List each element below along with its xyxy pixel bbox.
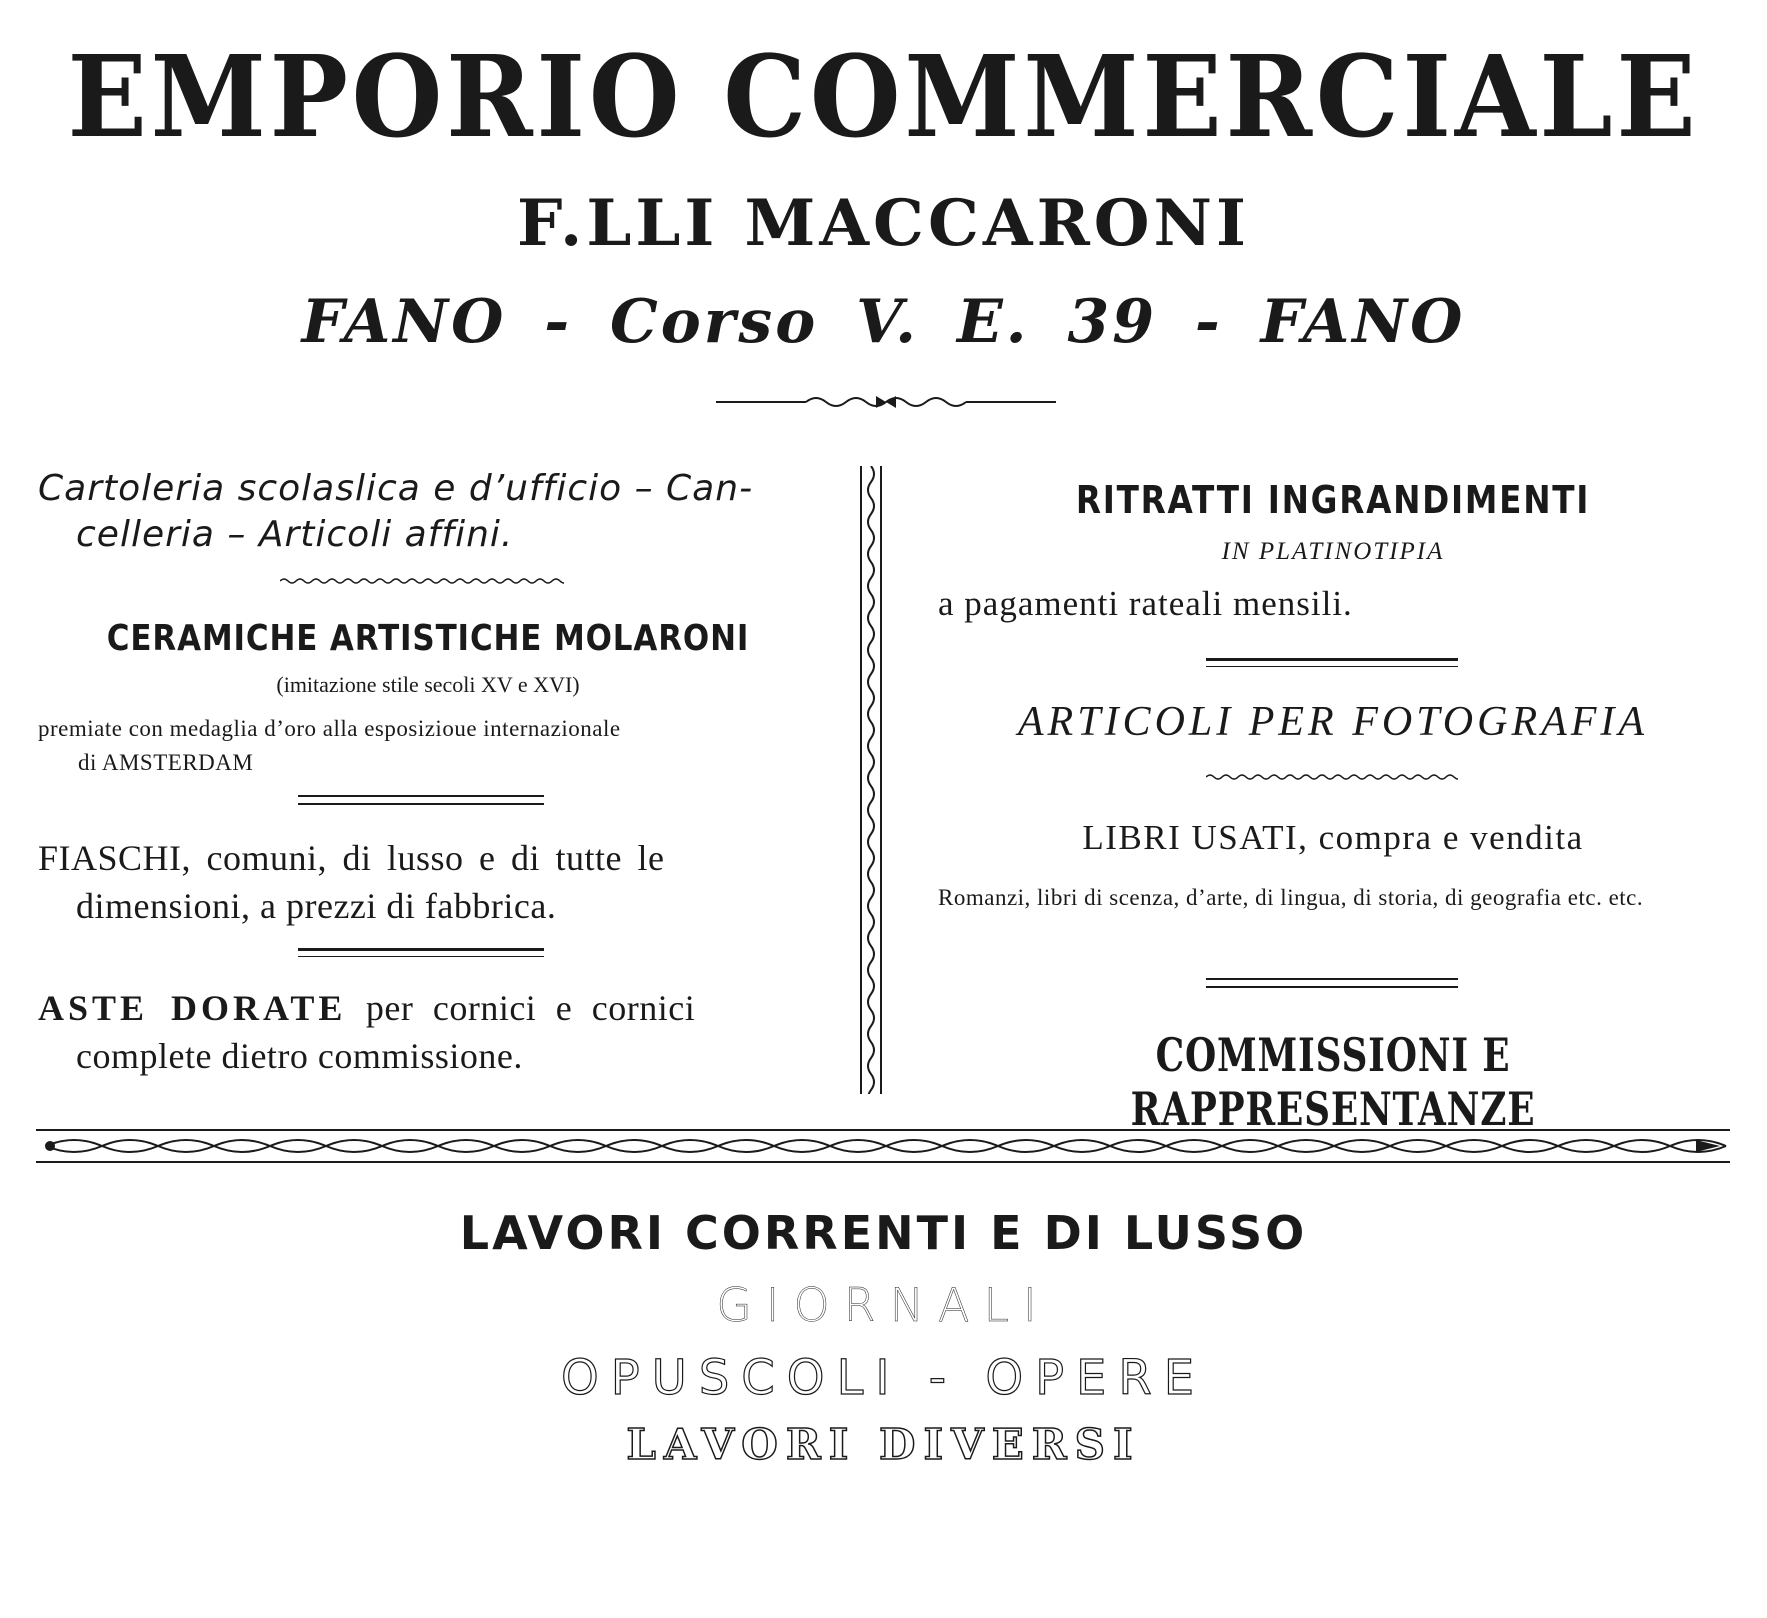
rule-divider (1206, 658, 1458, 667)
rods-line-2: complete dietro commissione. (76, 1036, 523, 1076)
rods-line-1 (38, 984, 818, 1032)
used-books: LIBRI USATI, compra e vendita (1082, 818, 1584, 857)
company-name: F.LLI MACCARONI (517, 186, 1250, 261)
rule-divider (298, 948, 544, 957)
wave-divider (280, 576, 564, 586)
award-line-1: premiate con medaglia d’oro alla esposizioue internazionale (38, 716, 621, 741)
decorative-band (36, 1128, 1730, 1164)
ceramics-note: (imitazione stile secoli XV e XVI) (276, 672, 580, 697)
rule-divider (298, 795, 544, 805)
rods-bold: ASTE DORATE (38, 988, 347, 1028)
flasks-line-1: FIASCHI, comuni, di lusso e di tutte le (38, 838, 665, 878)
portraits-payment: a pagamenti rateali mensili. (938, 584, 1353, 623)
commissions: COMMISSIONI E RAPPRESENTANZE (1130, 1028, 1536, 1136)
portraits-title: RITRATTI INGRANDIMENTI (1075, 478, 1591, 522)
award-text (38, 712, 818, 780)
ceramics-title: CERAMICHE ARTISTICHE MOLARONI (106, 618, 750, 659)
page-title: EMPORIO COMMERCIALE (67, 32, 1700, 163)
stationery-line-2: celleria – Articoli affini. (76, 514, 514, 555)
rods-line-1-rest: per cornici e cornici (346, 988, 696, 1028)
header-ornament (716, 392, 1056, 412)
stationery-text (38, 466, 818, 558)
bottom-line-4: LAVORI DIVERSI (626, 1420, 1141, 1469)
award-line-2: di AMSTERDAM (78, 750, 254, 775)
books-detail: Romanzi, libri di scenza, d’arte, di lingua, di storia, di geografia etc. etc. (938, 885, 1644, 910)
bottom-line-2: GIORNALI (716, 1278, 1051, 1332)
rule-divider (1206, 978, 1458, 988)
photo-articles: ARTICOLI PER FOTOGRAFIA (1017, 699, 1649, 745)
stationery-line-1: Cartoleria scolaslica e d’ufficio – Can- (38, 468, 754, 509)
portraits-sub: IN PLATINOTIPIA (1221, 538, 1445, 565)
rods-text (38, 984, 818, 1080)
column-divider (858, 466, 884, 1094)
address: FANO - Corso V. E. 39 - FANO (301, 287, 1466, 357)
bottom-line-1: LAVORI CORRENTI E DI LUSSO (459, 1206, 1308, 1260)
flasks-line-2: dimensioni, a prezzi di fabbrica. (76, 886, 557, 926)
bottom-line-3: OPUSCOLI - OPERE (560, 1350, 1207, 1406)
wave-divider (1206, 772, 1458, 782)
flasks-text (38, 834, 818, 930)
